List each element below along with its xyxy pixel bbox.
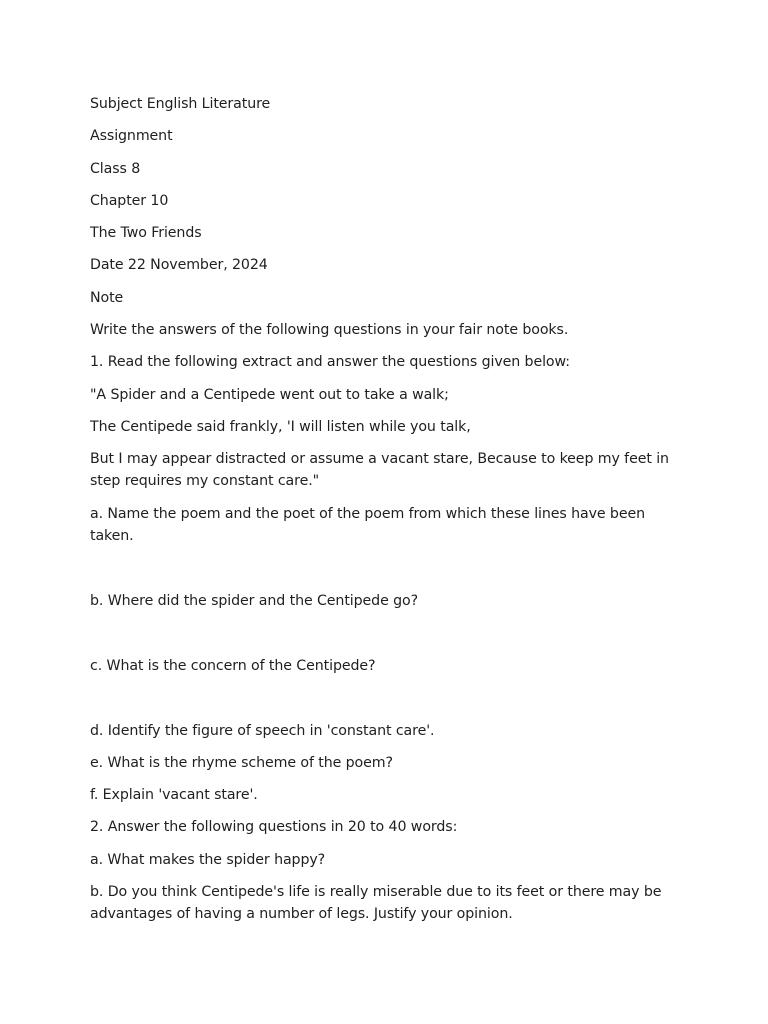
assignment-label: Assignment <box>90 128 173 145</box>
extract-line-1: "A Spider and a Centipede went out to take a walk; <box>90 386 449 403</box>
class-line: Class 8 <box>90 160 141 177</box>
document-body <box>90 93 670 935</box>
chapter-title: The Two Friends <box>90 225 202 242</box>
chapter-line: Chapter 10 <box>90 192 169 209</box>
instruction-text: Write the answers of the following questions in your fair note books. <box>90 322 569 339</box>
question-2b: b. Do you think Centipede's life is really miserable due to its feet or there may be advantages of having a number of legs. Justify your opinion. <box>90 884 662 923</box>
note-label: Note <box>90 289 124 306</box>
question-1b: b. Where did the spider and the Centipede go? <box>90 592 419 609</box>
question-2a: a. What makes the spider happy? <box>90 851 326 868</box>
extract-line-2: The Centipede said frankly, 'I will listen while you talk, <box>90 418 471 435</box>
question-1f: f. Explain 'vacant stare'. <box>90 787 258 804</box>
question-1d: d. Identify the figure of speech in 'constant care'. <box>90 722 435 739</box>
subject-line: Subject English Literature <box>90 96 271 112</box>
question-1c: c. What is the concern of the Centipede? <box>90 657 376 674</box>
question-2-heading: 2. Answer the following questions in 20 to 40 words: <box>90 819 458 836</box>
extract-line-3: But I may appear distracted or assume a vacant stare, Because to keep my feet in step requires my constant care." <box>90 451 669 490</box>
question-1e: e. What is the rhyme scheme of the poem? <box>90 754 393 771</box>
date-line: Date 22 November, 2024 <box>90 257 268 274</box>
question-1a: a. Name the poem and the poet of the poem from which these lines have been taken. <box>90 505 645 544</box>
question-1-heading: 1. Read the following extract and answer the questions given below: <box>90 354 570 371</box>
